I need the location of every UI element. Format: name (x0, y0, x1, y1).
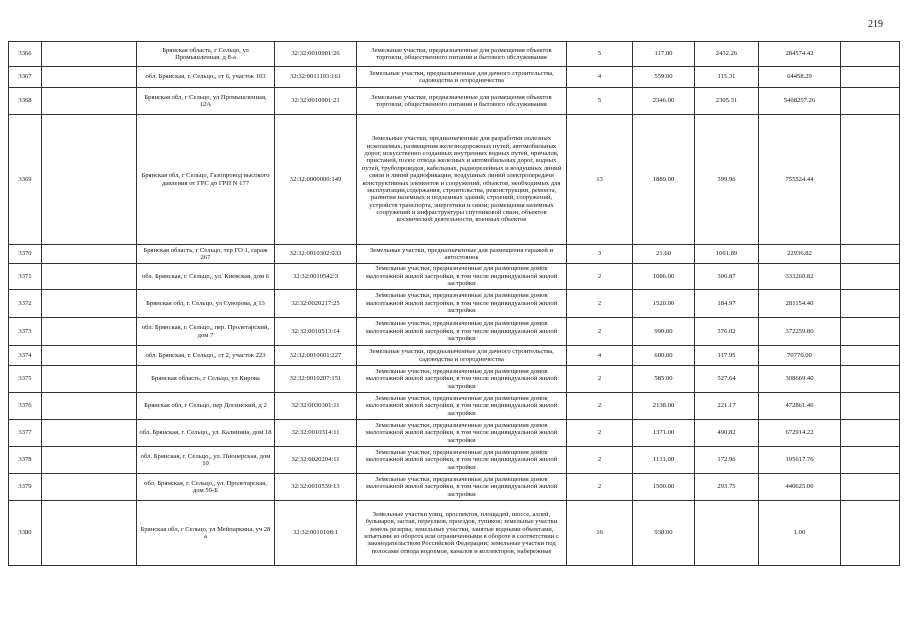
specific-value-cell: 184.97 (695, 290, 759, 318)
land-use-description-cell: Земельные участки, предназначенные для размещения домов малоэтажной жилой застройки, в том числе индивидуальной жилой застройки (357, 290, 567, 318)
row-number-cell: 3375 (9, 366, 42, 393)
group-number-cell: 2 (567, 393, 633, 420)
row-number-cell: 3377 (9, 420, 42, 447)
specific-value-cell: 376.02 (695, 318, 759, 346)
specific-value-cell: 172.96 (695, 447, 759, 474)
cadastral-value-cell: 70770.00 (759, 346, 841, 366)
empty-cell (42, 42, 137, 67)
empty-cell (841, 346, 900, 366)
cadastral-value-cell: 672914.22 (759, 420, 841, 447)
address-cell: обл. Брянская, г. Сельцо,, ул. Киевская, дом 6 (137, 264, 275, 290)
table-row (9, 420, 900, 447)
table-row (9, 318, 900, 346)
table-row (9, 88, 900, 115)
area-cell: 1086.00 (633, 264, 695, 290)
specific-value-cell: 117.95 (695, 346, 759, 366)
area-cell: 1500.00 (633, 474, 695, 501)
land-use-description-cell: Земельные участки, предназначенные для размещения домов малоэтажной жилой застройки, в том числе индивидуальной жилой застройки (357, 447, 567, 474)
land-use-description-cell: Земельные участки, предназначенные для размещения домов малоэтажной жилой застройки, в том числе индивидуальной жилой застройки (357, 264, 567, 290)
cadastral-number-cell: 32:32:0010901:26 (275, 42, 357, 67)
address-cell: Брянская область, г Сельцо, ул Кирова (137, 366, 275, 393)
cadastral-value-cell: 372259.80 (759, 318, 841, 346)
table-row (9, 42, 900, 67)
cadastral-number-cell: 32:32:0010108:1 (275, 501, 357, 566)
address-cell: Брянская обл, г Сельцо, пер Досинский, д 2 (137, 393, 275, 420)
cadastral-value-cell: 308669.40 (759, 366, 841, 393)
cadastral-value-cell: 333260.82 (759, 264, 841, 290)
row-number-cell: 3378 (9, 447, 42, 474)
empty-cell (841, 115, 900, 245)
cadastral-value-cell: 1.00 (759, 501, 841, 566)
land-use-description-cell: Земельные участки, предназначенные для размещения домов малоэтажной жилой застройки, в том числе индивидуальной жилой застройки (357, 318, 567, 346)
row-number-cell: 3367 (9, 67, 42, 88)
empty-cell (841, 447, 900, 474)
specific-value-cell: 221.17 (695, 393, 759, 420)
empty-cell (841, 501, 900, 566)
empty-cell (42, 245, 137, 264)
cadastral-value-cell: 281154.40 (759, 290, 841, 318)
empty-cell (42, 420, 137, 447)
group-number-cell: 2 (567, 290, 633, 318)
group-number-cell: 2 (567, 447, 633, 474)
group-number-cell: 2 (567, 318, 633, 346)
cadastral-value-cell: 472861.46 (759, 393, 841, 420)
table-row (9, 346, 900, 366)
cadastral-number-cell: 32:32:0020217:25 (275, 290, 357, 318)
empty-cell (42, 264, 137, 290)
area-cell: 117.00 (633, 42, 695, 67)
row-number-cell: 3372 (9, 290, 42, 318)
table-row (9, 245, 900, 264)
cadastral-number-cell: 32:32:0000000:149 (275, 115, 357, 245)
land-use-description-cell: Земельные участки, предназначенные для размещения гаражей и автостоянок (357, 245, 567, 264)
table-row (9, 264, 900, 290)
group-number-cell: 3 (567, 245, 633, 264)
cadastral-number-cell: 32:32:0010302:933 (275, 245, 357, 264)
area-cell: 2138.00 (633, 393, 695, 420)
empty-cell (841, 290, 900, 318)
table-row (9, 290, 900, 318)
group-number-cell: 2 (567, 474, 633, 501)
area-cell: 585.00 (633, 366, 695, 393)
address-cell: обл. Брянская, г. Сельцо,, ст 2, участок 223 (137, 346, 275, 366)
cadastral-value-cell: 5408257.26 (759, 88, 841, 115)
cadastral-number-cell: 32:32:0010539:13 (275, 474, 357, 501)
cadastral-number-cell: 32:32:0010601:227 (275, 346, 357, 366)
cadastral-number-cell: 32:32:0020204:11 (275, 447, 357, 474)
area-cell: 600.00 (633, 346, 695, 366)
table-row (9, 67, 900, 88)
land-use-description-cell: Земельные участки, предназначенные для дачного строительства, садоводства и огородничества (357, 346, 567, 366)
cadastral-value-cell: 755524.44 (759, 115, 841, 245)
cadastral-number-cell: 32:32:0010901:21 (275, 88, 357, 115)
empty-cell (841, 264, 900, 290)
empty-cell (42, 366, 137, 393)
row-number-cell: 3380 (9, 501, 42, 566)
table-row (9, 501, 900, 566)
group-number-cell: 4 (567, 346, 633, 366)
specific-value-cell: 306.87 (695, 264, 759, 290)
group-number-cell: 5 (567, 42, 633, 67)
row-number-cell: 3369 (9, 115, 42, 245)
specific-value-cell: 2432.26 (695, 42, 759, 67)
specific-value-cell: 1061.89 (695, 245, 759, 264)
group-number-cell: 2 (567, 420, 633, 447)
empty-cell (841, 366, 900, 393)
land-use-description-cell: Земельные участки, предназначенные для размещения домов малоэтажной жилой застройки, в том числе индивидуальной жилой застройки (357, 420, 567, 447)
group-number-cell: 2 (567, 264, 633, 290)
specific-value-cell: 490.82 (695, 420, 759, 447)
empty-cell (42, 88, 137, 115)
row-number-cell: 3376 (9, 393, 42, 420)
area-cell: 1520.00 (633, 290, 695, 318)
land-use-description-cell: Земельные участки, предназначенные для разработки полезных ископаемых, размещения железнодорожных путей, автомобильных дорог, искусственно созданных внутренних водных путей, причалов, пристаней, полос отвода железных и автомобильных дорог, водных путей, трубопроводов, кабельных, радиорелейных и воздушных линий связи и линий радиофикации, воздушных линий электропередачи конструктивных элементов и сооружений, объектов, необходимых для эксплуатации,содержания, строительства, реконструкции, ремонта, развития наземных и подземных зданий, строений, сооружений, устройств транспорта, энергетики и связи; размещения наземных сооружений и инфраструктуры спутниковой связи, объектов космической деятельности, военных объектов (357, 115, 567, 245)
table-row (9, 447, 900, 474)
empty-cell (841, 318, 900, 346)
address-cell: Брянская обл, г Сельцо, ул Промышленная, 12А (137, 88, 275, 115)
table-row (9, 366, 900, 393)
cadastral-number-cell: 32:32:0010207:151 (275, 366, 357, 393)
empty-cell (42, 290, 137, 318)
cadastral-value-cell: 195617.76 (759, 447, 841, 474)
empty-cell (42, 474, 137, 501)
empty-cell (841, 42, 900, 67)
empty-cell (42, 67, 137, 88)
empty-cell (42, 447, 137, 474)
cadastral-number-cell: 32:32:0010314:11 (275, 420, 357, 447)
row-number-cell: 3368 (9, 88, 42, 115)
area-cell: 1889.00 (633, 115, 695, 245)
row-number-cell: 3374 (9, 346, 42, 366)
area-cell: 990.00 (633, 318, 695, 346)
specific-value-cell: 399.96 (695, 115, 759, 245)
address-cell: Брянская обл, г Сельцо, ул Мейпаркина, уч 28 а (137, 501, 275, 566)
specific-value-cell: 293.75 (695, 474, 759, 501)
cadastral-number-cell: 32:32:0010542:3 (275, 264, 357, 290)
land-use-description-cell: Земельные участки, предназначенные для размещения домов малоэтажной жилой застройки, в том числе индивидуальной жилой застройки (357, 474, 567, 501)
area-cell: 21.60 (633, 245, 695, 264)
group-number-cell: 5 (567, 88, 633, 115)
empty-cell (42, 393, 137, 420)
empty-cell (841, 245, 900, 264)
land-use-description-cell: Земельные участки улиц, проспектов, площадей, шоссе, аллей, бульваров, застав, переулков, проездов, тупиков; земельные участки земель резерва; земельные участки, занятые водными объектами, изъятыми из оборота или ограниченными в обороте в соответствии с законодательством Российской Федерации; земельные участки под полосами отвода водоемов, каналов и коллекторов, набережные (357, 501, 567, 566)
address-cell: обл. Брянская, г. Сельцо,, ул. Калинина, дом 18 (137, 420, 275, 447)
group-number-cell: 4 (567, 67, 633, 88)
empty-cell (841, 393, 900, 420)
land-use-description-cell: Земельные участки, предназначенные для размещения домов малоэтажной жилой застройки, в том числе индивидуальной жилой застройки (357, 393, 567, 420)
address-cell: Брянская область, г Сельцо, тер ГО 1, гараж 267 (137, 245, 275, 264)
land-use-description-cell: Земельные участки, предназначенные для размещения домов малоэтажной жилой застройки, в том числе индивидуальной жилой застройки (357, 366, 567, 393)
page-number: 219 (868, 19, 883, 30)
specific-value-cell: 527.64 (695, 366, 759, 393)
empty-cell (42, 501, 137, 566)
area-cell: 2346.00 (633, 88, 695, 115)
empty-cell (42, 318, 137, 346)
address-cell: обл. Брянская, г. Сельцо,, пер. Пролетарский, дом 7 (137, 318, 275, 346)
address-cell: Брянская область, г Сельцо, ул Промышленная, д 8-а (137, 42, 275, 67)
empty-cell (841, 67, 900, 88)
cadastral-value-cell: 440625.00 (759, 474, 841, 501)
row-number-cell: 3373 (9, 318, 42, 346)
registry-table-body (9, 42, 900, 566)
cadastral-value-cell: 284574.42 (759, 42, 841, 67)
area-cell: 1131.00 (633, 447, 695, 474)
empty-cell (841, 420, 900, 447)
group-number-cell: 16 (567, 501, 633, 566)
cadastral-number-cell: 32:32:0030301:11 (275, 393, 357, 420)
specific-value-cell: 2305.31 (695, 88, 759, 115)
land-use-description-cell: Земельные участки, предназначенные для дачного строительства, садоводства и огородничества (357, 67, 567, 88)
cadastral-value-cell: 22936.82 (759, 245, 841, 264)
empty-cell (841, 474, 900, 501)
specific-value-cell (695, 501, 759, 566)
table-row (9, 393, 900, 420)
empty-cell (42, 346, 137, 366)
cadastral-value-cell: 64458.29 (759, 67, 841, 88)
land-use-description-cell: Земельные участки, предназначенные для размещения объектов торговли, общественного питания и бытового обслуживания (357, 42, 567, 67)
row-number-cell: 3366 (9, 42, 42, 67)
area-cell: 938.00 (633, 501, 695, 566)
address-cell: обл. Брянская, г. Сельцо,, ул. Пионерская, дом 10 (137, 447, 275, 474)
address-cell: обл. Брянская, г. Сельцо,, ст 6, участок 103 (137, 67, 275, 88)
empty-cell (42, 115, 137, 245)
cadastral-number-cell: 32:32:0010513:14 (275, 318, 357, 346)
row-number-cell: 3371 (9, 264, 42, 290)
group-number-cell: 13 (567, 115, 633, 245)
table-row (9, 115, 900, 245)
group-number-cell: 2 (567, 366, 633, 393)
specific-value-cell: 115.31 (695, 67, 759, 88)
cadastral-number-cell: 32:32:0011103:161 (275, 67, 357, 88)
area-cell: 559.00 (633, 67, 695, 88)
table-row (9, 474, 900, 501)
address-cell: Брянская обл, г. Сельцо, ул Суворова, д 13 (137, 290, 275, 318)
area-cell: 1371.00 (633, 420, 695, 447)
row-number-cell: 3370 (9, 245, 42, 264)
land-use-description-cell: Земельные участки, предназначенные для размещения объектов торговли, общественного питания и бытового обслуживания (357, 88, 567, 115)
empty-cell (841, 88, 900, 115)
row-number-cell: 3379 (9, 474, 42, 501)
address-cell: Брянская обл, г Сельцо, Газопровод высокого давления от ГРС до ГРП N 177 (137, 115, 275, 245)
cadastral-registry-table (8, 41, 900, 566)
address-cell: обл. Брянская, г. Сельцо,, ул. Пролетарская, дом 59-Б (137, 474, 275, 501)
